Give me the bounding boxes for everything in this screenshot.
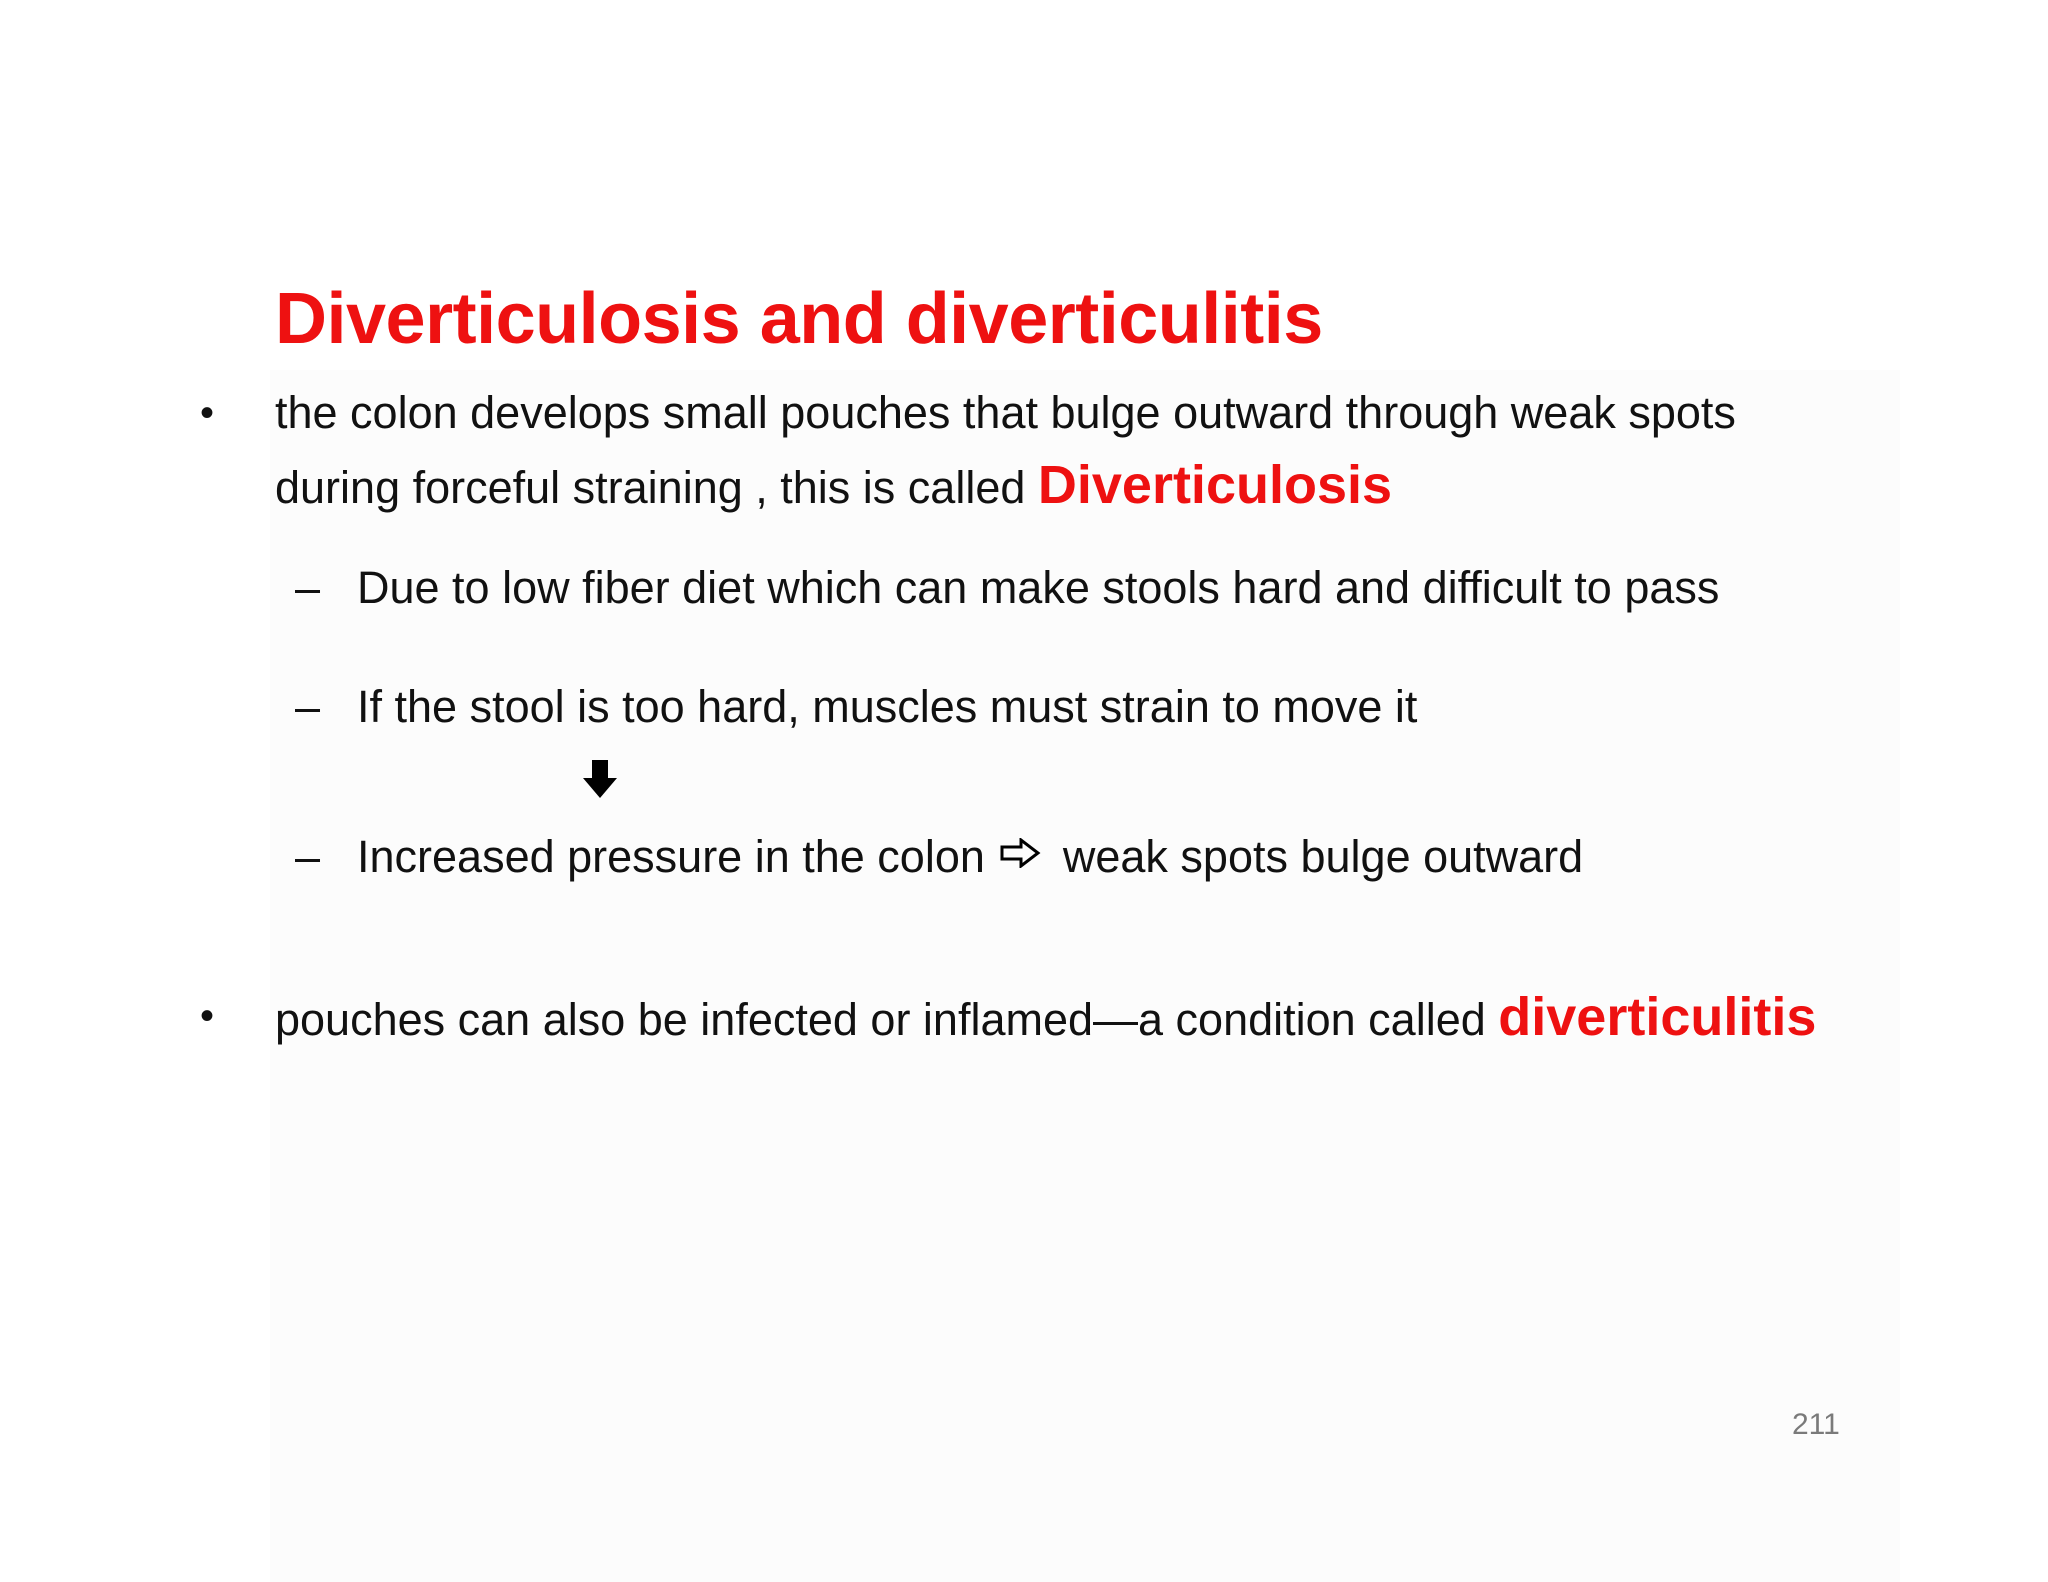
bullet-marker: • [200, 994, 215, 1038]
bullet-2-text: pouches can also be infected or inflamed—a condition called [275, 994, 1499, 1045]
sub-item-marker: – [295, 562, 321, 613]
sub-item-marker: – [295, 831, 321, 882]
slide-title: Diverticulosis and diverticulitis [275, 279, 1323, 359]
sub-item-3-text-before: Increased pressure in the colon [357, 831, 985, 882]
sub-item-marker: – [295, 681, 321, 732]
sub-item-3-line [357, 831, 1584, 882]
down-arrow-icon [583, 760, 617, 798]
bullet-1-text: during forceful straining , this is called [275, 462, 1038, 513]
sub-item-3-text-after: weak spots bulge outward [1062, 831, 1584, 882]
page-number: 211 [1792, 1408, 1840, 1441]
bullet-1-line-1: the colon develops small pouches that bulge outward through weak spots [275, 387, 1736, 438]
term-diverticulosis: Diverticulosis [1037, 455, 1393, 515]
bullet-1-line-2 [275, 455, 1393, 515]
bullet-marker: • [200, 391, 215, 435]
bullet-2-line [275, 987, 1817, 1047]
right-arrow-icon [999, 838, 1041, 868]
sub-item-2-text: If the stool is too hard, muscles must strain to move it [357, 681, 1418, 732]
content-background [270, 370, 1900, 1582]
term-diverticulitis: diverticulitis [1498, 987, 1817, 1047]
sub-item-1-text: Due to low fiber diet which can make stools hard and difficult to pass [357, 562, 1720, 613]
